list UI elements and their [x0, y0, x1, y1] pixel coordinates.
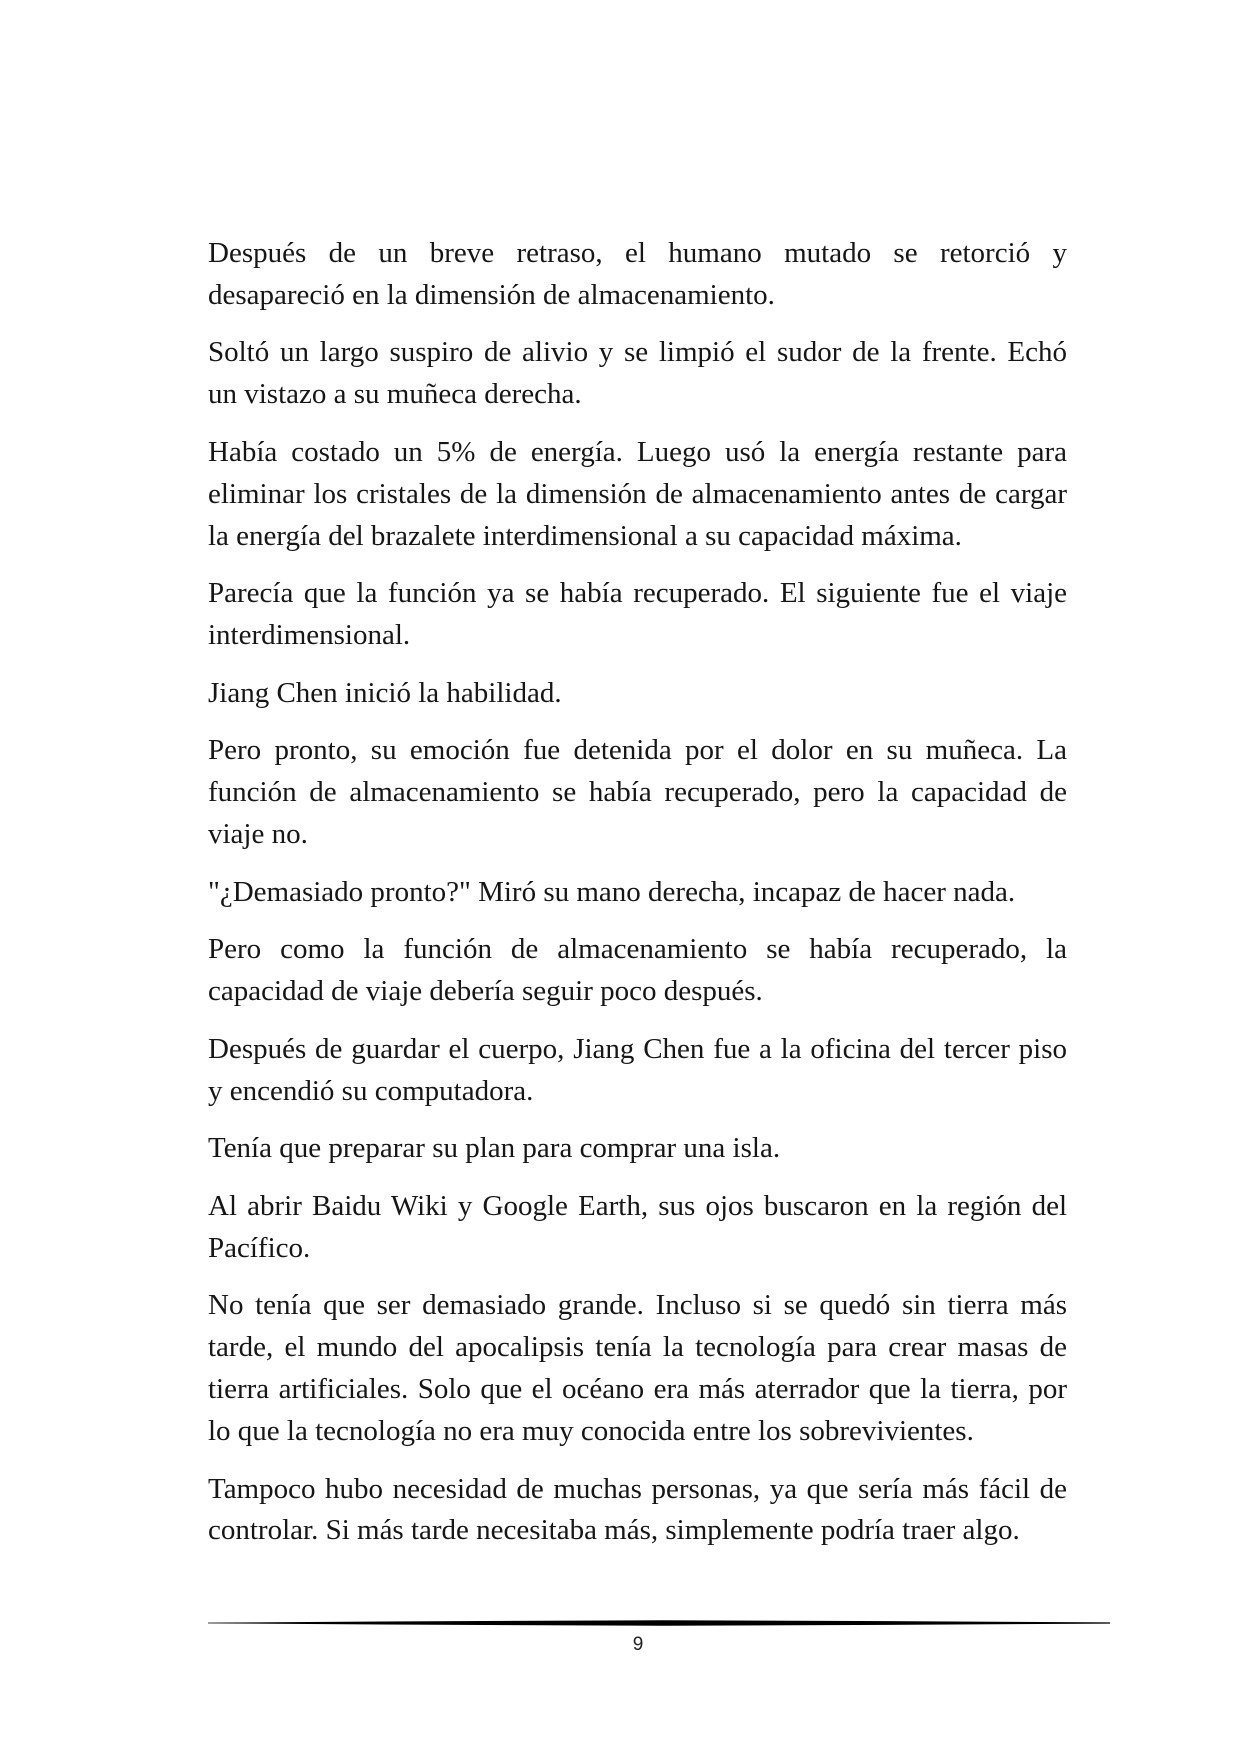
paragraph	[208, 730, 1067, 856]
text-line: No tenía que ser demasiado grande. Incluso si se quedó sin tierra más	[208, 1289, 1067, 1322]
text-line: Soltó un largo suspiro de alivio y se limpió el sudor de la frente. Echó	[208, 336, 1067, 369]
text-line: Pero como la función de almacenamiento se había recuperado, la	[208, 933, 1067, 966]
text-line: Había costado un 5% de energía. Luego usó la energía restante para	[208, 435, 1067, 468]
text-line: interdimensional.	[208, 619, 411, 652]
paragraph	[208, 929, 1067, 1013]
text-line: Parecía que la función ya se había recuperado. El siguiente fue el viaje	[208, 577, 1067, 610]
text-line: Pacífico.	[208, 1231, 311, 1264]
text-line: Después de guardar el cuerpo, Jiang Chen fue a la oficina del tercer piso	[208, 1032, 1067, 1065]
paragraph	[208, 1469, 1067, 1553]
text-line: Jiang Chen inició la habilidad.	[208, 676, 562, 709]
text-line: función de almacenamiento se había recuperado, pero la capacidad de	[208, 776, 1067, 809]
text-line: desapareció en la dimensión de almacenamiento.	[208, 278, 775, 311]
text-line: la energía del brazalete interdimensional a su capacidad máxima.	[208, 519, 962, 552]
page-number: 9	[632, 1634, 644, 1655]
text-line: "¿Demasiado pronto?" Miró su mano derecha, incapaz de hacer nada.	[208, 875, 1016, 908]
text-line: lo que la tecnología no era muy conocida entre los sobrevivientes.	[208, 1414, 974, 1447]
text-line: viaje no.	[208, 818, 308, 851]
text-line: Tenía que preparar su plan para comprar una isla.	[208, 1132, 781, 1165]
text-line: Tampoco hubo necesidad de muchas personas, ya que sería más fácil de	[208, 1472, 1067, 1505]
paragraph	[208, 233, 1067, 317]
text-line: eliminar los cristales de la dimensión de almacenamiento antes de cargar	[208, 477, 1067, 510]
footer-rule	[208, 1618, 1110, 1628]
page-body	[208, 233, 1067, 1568]
text-line: tierra artificiales. Solo que el océano era más aterrador que la tierra, por	[208, 1373, 1067, 1406]
text-line: y encendió su computadora.	[208, 1074, 534, 1107]
paragraph	[208, 432, 1067, 558]
text-line: un vistazo a su muñeca derecha.	[208, 378, 582, 411]
paragraph	[208, 573, 1067, 657]
paragraph	[208, 1029, 1067, 1113]
paragraph	[208, 1128, 1067, 1170]
paragraph	[208, 872, 1067, 914]
paragraph	[208, 1285, 1067, 1453]
text-line: Pero pronto, su emoción fue detenida por el dolor en su muñeca. La	[208, 734, 1067, 767]
text-line: tarde, el mundo del apocalipsis tenía la tecnología para crear masas de	[208, 1331, 1067, 1364]
footer-rule-shape	[208, 1620, 1110, 1626]
paragraph	[208, 1186, 1067, 1270]
text-line: controlar. Si más tarde necesitaba más, simplemente podría traer algo.	[208, 1514, 1020, 1547]
text-line: Al abrir Baidu Wiki y Google Earth, sus ojos buscaron en la región del	[208, 1189, 1067, 1222]
paragraph	[208, 332, 1067, 416]
text-line: Después de un breve retraso, el humano mutado se retorció y	[208, 237, 1067, 269]
paragraph	[208, 673, 1067, 715]
text-line: capacidad de viaje debería seguir poco después.	[208, 975, 763, 1008]
